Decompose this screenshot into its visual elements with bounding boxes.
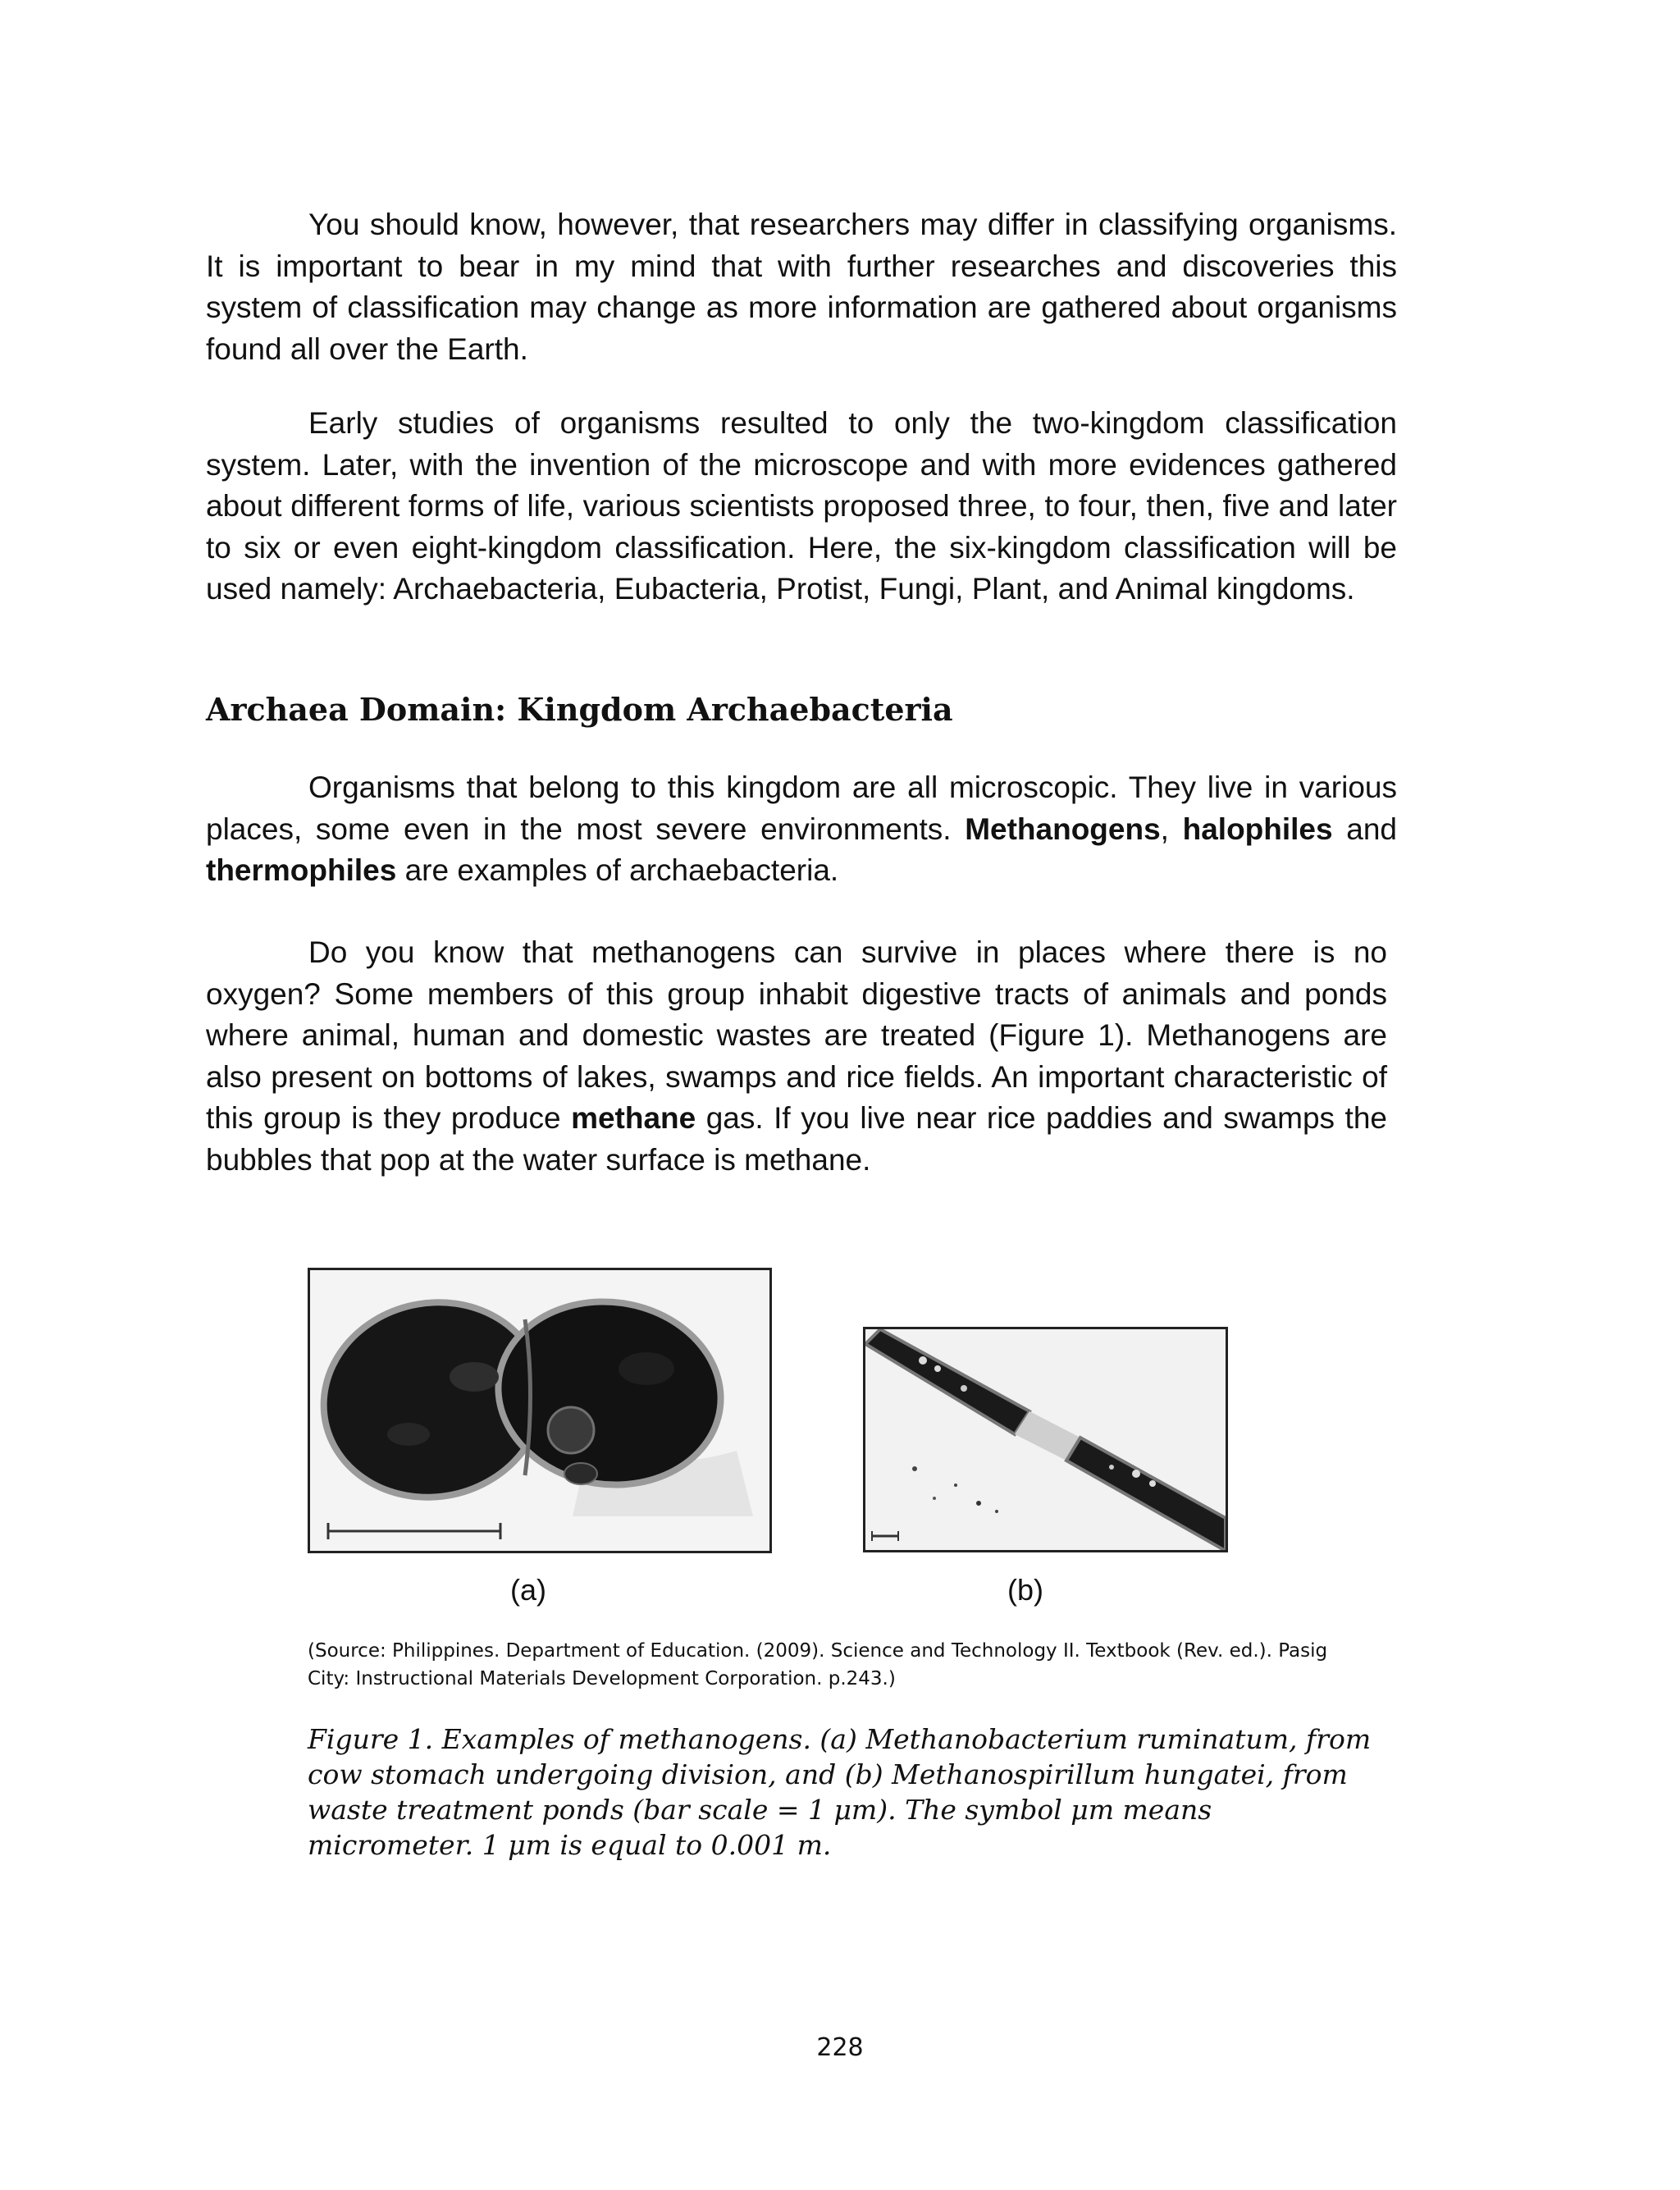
paragraph-classification-note: You should know, however, that researchers may differ in classifying organisms. It is important to bear in my mind that with further researches and discoveries this system of classification may change as more information are gathered about organisms found all over the Earth. (206, 208, 1397, 366)
p3-text-4: are examples of archaebacteria. (396, 853, 839, 887)
figure-label-a: (a) (510, 1573, 546, 1607)
section-heading-archaea: Archaea Domain: Kingdom Archaebacteria (206, 691, 953, 728)
figure-source-citation: (Source: Philippines. Department of Education. (2009). Science and Technology II. Textbook (Rev. ed.). Pasig City: Instructional Materials Development Corporation. p.243.) (308, 1640, 1328, 1689)
methanospirillum-image (865, 1329, 1226, 1550)
figure-caption: Figure 1. Examples of methanogens. (a) Methanobacterium ruminatum, from cow stomach undergoing division, and (b) Methanospirillum hungatei, from waste treatment ponds (bar scale = 1 μm). The symbol μm means micrometer. 1 μm is equal to 0.001 m. (308, 1723, 1372, 1861)
term-thermophiles: thermophiles (206, 853, 397, 887)
p3-text-1: Organisms that belong to this kingdom are all microscopic. They live in various places, some even in the most severe environments. (206, 770, 1397, 846)
methanobacterium-image (310, 1270, 769, 1551)
figure-a-micrograph (308, 1268, 772, 1553)
paragraph-methanogens (206, 932, 1387, 1181)
paragraph-kingdom-history: Early studies of organisms resulted to only the two-kingdom classification system. Later, with the invention of the microscope and with more evidences gathered about different forms of life, various scientists proposed three, to four, then, five and later to six or even eight-kingdom classification. Here, the six-kingdom classification will be used namely: Archaebacteria, Eubacteria, Protist, Fungi, Plant, and Animal kingdoms. (206, 406, 1397, 606)
term-halophiles: halophiles (1182, 812, 1333, 846)
term-methanogens: Methanogens (965, 812, 1161, 846)
figure-b-micrograph (863, 1327, 1228, 1552)
p4-text-2: gas. If you live near rice paddies and swamps the bubbles that pop at the water surface is methane. (206, 1101, 1387, 1177)
term-methane: methane (571, 1101, 696, 1135)
page-number: 228 (816, 2033, 864, 2062)
p3-text-3: and (1332, 812, 1397, 846)
paragraph-archaebacteria-intro (206, 767, 1397, 892)
p3-text-2: , (1160, 812, 1183, 846)
figure-label-b: (b) (1007, 1573, 1043, 1607)
p4-text-1: Do you know that methanogens can survive in places where there is no oxygen? Some members of this group inhabit digestive tracts of animals and ponds where animal, human and domestic wastes are treated (Figure 1). Methanogens are also present on bottoms of lakes, swamps and rice fields. An important characteristic of this group is they produce (206, 935, 1387, 1135)
